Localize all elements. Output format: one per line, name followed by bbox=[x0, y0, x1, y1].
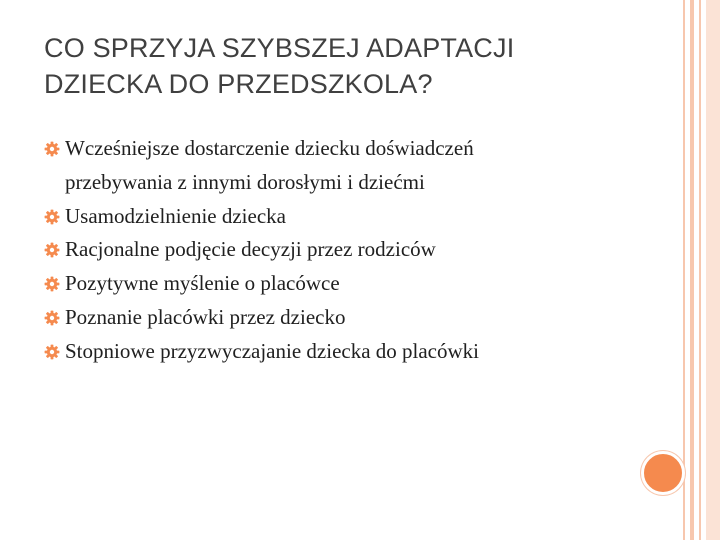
gear-icon bbox=[44, 344, 60, 360]
slide-title-line: CO SPRZYJA SZYBSZEJ ADAPTACJI bbox=[44, 33, 515, 63]
right-border-line bbox=[683, 0, 685, 540]
bullet-list bbox=[0, 132, 640, 369]
list-item bbox=[0, 267, 640, 301]
list-item bbox=[0, 132, 640, 200]
list-item-text: Stopniowe przyzwyczajanie dziecka do placówki bbox=[65, 338, 480, 363]
gear-icon bbox=[44, 141, 60, 157]
gear-icon bbox=[44, 209, 60, 225]
gear-icon bbox=[44, 276, 60, 292]
list-item-text: Poznanie placówki przez dziecko bbox=[65, 304, 346, 329]
list-item bbox=[0, 233, 640, 267]
list-item bbox=[0, 200, 640, 234]
right-border-line bbox=[706, 0, 720, 540]
list-item bbox=[0, 301, 640, 335]
list-item-text: Racjonalne podjęcie decyzji przez rodziców bbox=[65, 237, 436, 262]
list-item bbox=[0, 335, 640, 369]
list-item-text: Usamodzielnienie dziecka bbox=[65, 203, 286, 228]
list-item-text: Wcześniejsze dostarczenie dziecku doświadczeń bbox=[65, 136, 474, 160]
list-item-text: Pozytywne myślenie o placówce bbox=[65, 271, 340, 296]
gear-icon bbox=[44, 242, 60, 258]
slide-title bbox=[44, 30, 664, 102]
slide-title-line: DZIECKA DO PRZEDSZKOLA? bbox=[44, 69, 433, 99]
decorative-circle bbox=[641, 451, 685, 495]
right-border-line bbox=[699, 0, 701, 540]
gear-icon bbox=[44, 310, 60, 326]
list-item-text: przebywania z innymi dorosłymi i dziećmi bbox=[65, 169, 425, 194]
right-border-line bbox=[690, 0, 694, 540]
